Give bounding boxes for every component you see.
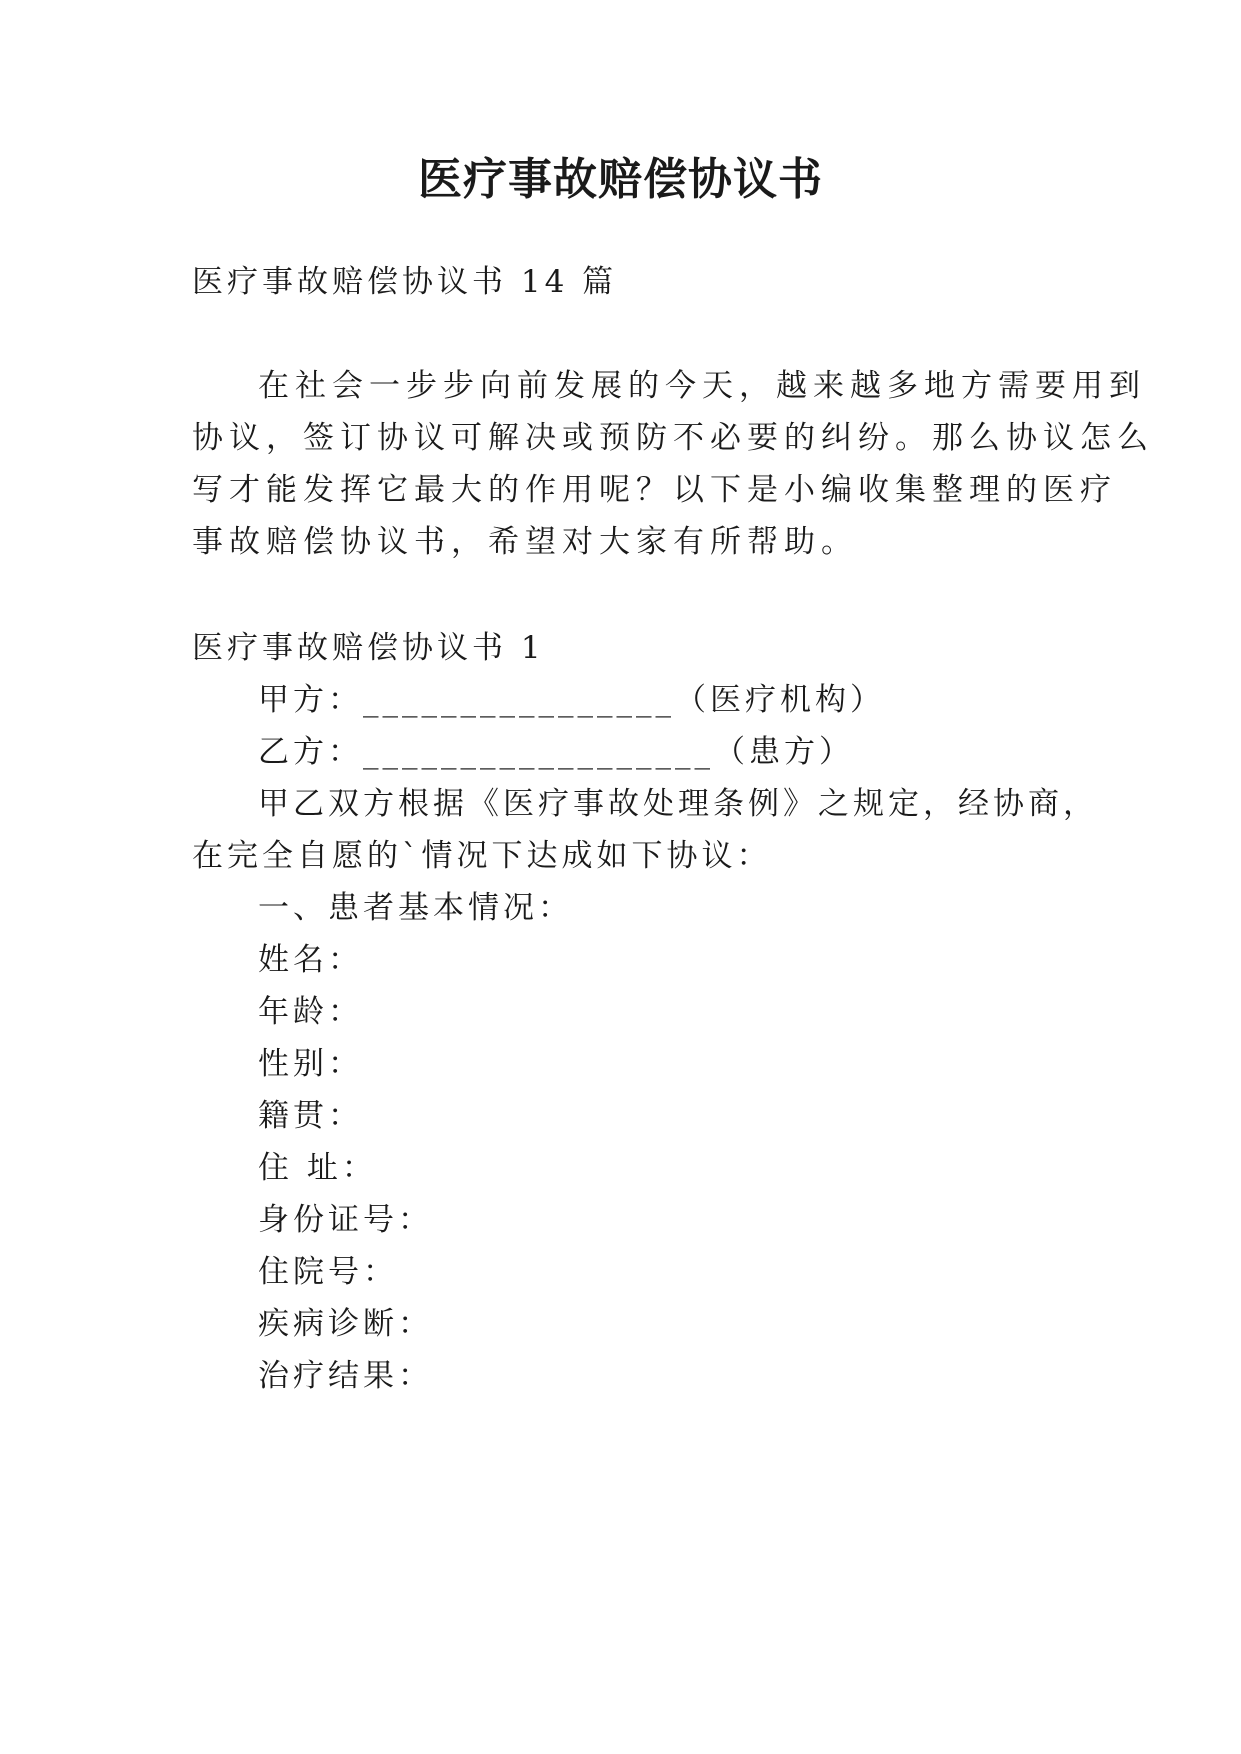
section-heading: 医疗事故赔偿协议书 1 xyxy=(192,630,545,666)
document-subtitle: 医疗事故赔偿协议书 14 篇 xyxy=(192,264,618,300)
agreement-line-1: 甲乙双方根据《医疗事故处理条例》之规定，经协商， xyxy=(258,786,1098,822)
field-diagnosis: 疾病诊断： xyxy=(258,1306,433,1342)
party-b-line: 乙方：__________________（患方） xyxy=(258,734,854,770)
intro-line-2: 协议，签订协议可解决或预防不必要的纠纷。那么协议怎么 xyxy=(192,420,1154,456)
party-a-line: 甲方：________________（医疗机构） xyxy=(258,682,885,718)
field-native-place: 籍贯： xyxy=(258,1098,363,1134)
clause-heading: 一、患者基本情况： xyxy=(258,890,573,926)
agreement-line-2: 在完全自愿的`情况下达成如下协议： xyxy=(192,838,772,874)
field-address: 住 址： xyxy=(258,1150,377,1186)
field-hospital-number: 住院号： xyxy=(258,1254,398,1290)
document-title: 医疗事故赔偿协议书 xyxy=(418,154,823,205)
field-name: 姓名： xyxy=(258,942,363,978)
intro-line-3: 写才能发挥它最大的作用呢？以下是小编收集整理的医疗 xyxy=(192,472,1117,508)
intro-line-1: 在社会一步步向前发展的今天，越来越多地方需要用到 xyxy=(258,368,1146,404)
field-treatment-result: 治疗结果： xyxy=(258,1358,433,1394)
intro-line-4: 事故赔偿协议书，希望对大家有所帮助。 xyxy=(192,524,858,560)
field-id-number: 身份证号： xyxy=(258,1202,433,1238)
field-gender: 性别： xyxy=(258,1046,363,1082)
field-age: 年龄： xyxy=(258,994,363,1030)
